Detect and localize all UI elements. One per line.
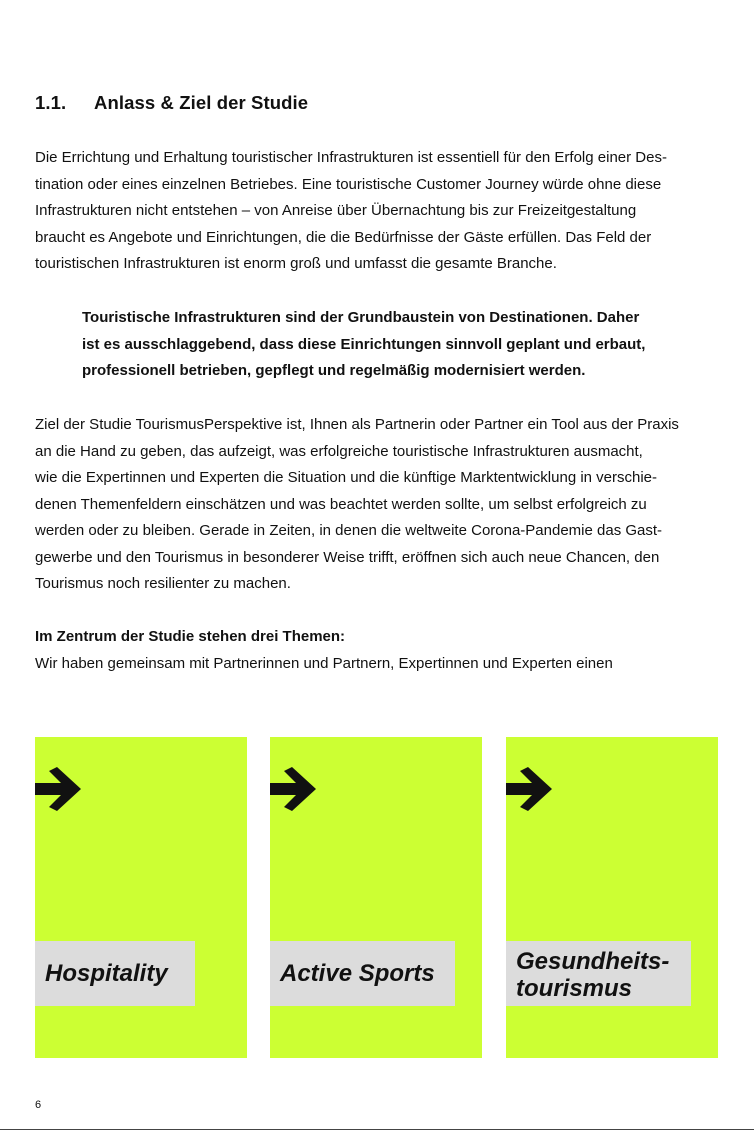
- text-line: an die Hand zu geben, das aufzeigt, was erfolgreiche touristische Infrastrukturen ausmacht,: [35, 442, 643, 460]
- page-number: 6: [35, 1099, 42, 1111]
- quote-line: professionell betrieben, gepflegt und regelmäßig modernisiert werden.: [82, 362, 586, 379]
- section-number: 1.1.: [35, 92, 67, 113]
- text-line: Tourismus noch resilienter zu machen.: [35, 575, 291, 592]
- text-line: Die Errichtung und Erhaltung touristischer Infrastrukturen ist essentiell für den Erfolg einer Des-: [35, 149, 667, 166]
- arrow-right-icon: [35, 767, 85, 811]
- goal-paragraph: [35, 412, 679, 598]
- text-line: denen Themenfeldern einschätzen und was beachtet werden sollte, um selbst erfolgreich zu: [35, 495, 647, 513]
- text-line: tination oder eines einzelnen Betriebes. Eine touristische Customer Journey würde ohne diese: [35, 175, 662, 193]
- section-title: Anlass & Ziel der Studie: [94, 92, 309, 113]
- theme-label: Hospitality: [35, 941, 195, 1006]
- theme-card-gesundheitstourismus: [506, 737, 718, 1058]
- bottom-divider: [0, 1129, 754, 1130]
- quote-line: ist es ausschlaggebend, dass diese Einrichtungen sinnvoll geplant und erbaut,: [82, 335, 646, 353]
- text-line: Infrastrukturen nicht entstehen – von Anreise über Übernachtung bis zur Freizeitgestaltung: [35, 202, 637, 219]
- quote-line: Touristische Infrastrukturen sind der Grundbaustein von Destinationen. Daher: [82, 309, 640, 326]
- intro-paragraph: [35, 145, 667, 278]
- text-line: werden oder zu bleiben. Gerade in Zeiten, in denen die weltweite Corona-Pandemie das Gast-: [35, 522, 663, 539]
- theme-label: Gesundheits- tourismus: [506, 941, 691, 1006]
- text-line: Ziel der Studie TourismusPerspektive ist, Ihnen als Partnerin oder Partner ein Tool aus der Praxis: [35, 416, 679, 433]
- theme-card-hospitality: [35, 737, 247, 1058]
- pull-quote: [82, 305, 645, 385]
- themes-heading: Im Zentrum der Studie stehen drei Themen:: [35, 628, 346, 645]
- theme-label: Active Sports: [270, 941, 455, 1006]
- themes-intro: Wir haben gemeinsam mit Partnerinnen und Partnern, Expertinnen und Experten einen: [35, 655, 613, 672]
- text-line: wie die Expertinnen und Experten die Situation und die künftige Marktentwicklung in verschie-: [35, 469, 658, 486]
- section-heading: [35, 92, 308, 114]
- arrow-right-icon: [270, 767, 320, 811]
- text-line: braucht es Angebote und Einrichtungen, die die Bedürfnisse der Gäste erfüllen. Das Feld der: [35, 228, 652, 246]
- theme-card-active-sports: [270, 737, 482, 1058]
- text-line: gewerbe und den Tourismus in besonderer Weise trifft, eröffnen sich auch neue Chancen, den: [35, 548, 660, 566]
- text-line: touristischen Infrastrukturen ist enorm groß und umfasst die gesamte Branche.: [35, 255, 557, 272]
- arrow-right-icon: [506, 767, 556, 811]
